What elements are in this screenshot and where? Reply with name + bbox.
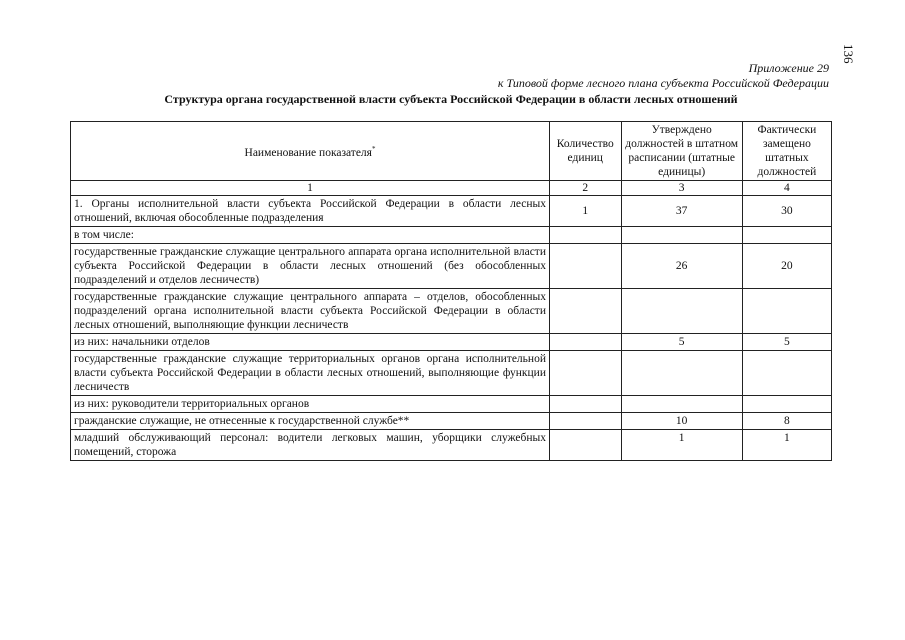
table-row — [71, 430, 832, 461]
column-number: 1 — [71, 181, 550, 196]
row-approved: 5 — [621, 334, 742, 351]
row-count — [549, 351, 621, 396]
row-actual: 5 — [742, 334, 831, 351]
header-name-footnote-mark: * — [371, 145, 376, 154]
row-name: в том числе: — [71, 227, 550, 244]
row-actual: 8 — [742, 413, 831, 430]
header-row — [71, 122, 832, 181]
row-actual — [742, 289, 831, 334]
table-row — [71, 244, 832, 289]
structure-table — [70, 121, 832, 461]
row-count — [549, 396, 621, 413]
row-approved — [621, 396, 742, 413]
row-approved: 37 — [621, 196, 742, 227]
row-name: гражданские служащие, не отнесенные к государственной службе** — [71, 413, 550, 430]
table-row — [71, 289, 832, 334]
row-count — [549, 244, 621, 289]
row-approved — [621, 351, 742, 396]
row-count — [549, 289, 621, 334]
row-approved: 10 — [621, 413, 742, 430]
appendix-subtitle: к Типовой форме лесного плана субъекта Российской Федерации — [497, 76, 829, 90]
row-actual — [742, 351, 831, 396]
table-row — [71, 413, 832, 430]
header-name-label: Наименование показателя — [244, 146, 372, 159]
row-count: 1 — [549, 196, 621, 227]
page-number: 136 — [841, 44, 856, 64]
row-count — [549, 413, 621, 430]
row-count — [549, 227, 621, 244]
appendix-title: Приложение 29 — [748, 61, 829, 75]
row-actual — [742, 227, 831, 244]
row-approved: 26 — [621, 244, 742, 289]
table-row — [71, 351, 832, 396]
document-title: Структура органа государственной власти субъекта Российской Федерации в области лесных отношений — [164, 92, 738, 106]
row-actual: 1 — [742, 430, 831, 461]
table-row — [71, 396, 832, 413]
row-name: государственные гражданские служащие центрального аппарата – отделов, обособленных подразделений органа исполнительной власти субъекта Российской Федерации в области лесных отношений, выполняющие функции лесничеств — [71, 289, 550, 334]
row-approved: 1 — [621, 430, 742, 461]
header-count: Количество единиц — [549, 122, 621, 181]
header-name — [71, 122, 550, 181]
column-number: 4 — [742, 181, 831, 196]
row-actual: 30 — [742, 196, 831, 227]
row-name: из них: руководители территориальных органов — [71, 396, 550, 413]
row-approved — [621, 227, 742, 244]
table-row — [71, 334, 832, 351]
row-name: государственные гражданские служащие территориальных органов органа исполнительной власти субъекта Российской Федерации в области лесных отношений, выполняющие функции лесничеств — [71, 351, 550, 396]
row-name: государственные гражданские служащие центрального аппарата органа исполнительной власти субъекта Российской Федерации в области лесных отношений (без обособленных подразделений и отделов лесничеств) — [71, 244, 550, 289]
row-actual: 20 — [742, 244, 831, 289]
table-row — [71, 196, 832, 227]
row-count — [549, 430, 621, 461]
column-number-row — [71, 181, 832, 196]
row-name: 1. Органы исполнительной власти субъекта Российской Федерации в области лесных отношений, включая обособленные подразделения — [71, 196, 550, 227]
column-number: 2 — [549, 181, 621, 196]
row-name: младший обслуживающий персонал: водители легковых машин, уборщики служебных помещений, сторожа — [71, 430, 550, 461]
row-name: из них: начальники отделов — [71, 334, 550, 351]
row-count — [549, 334, 621, 351]
row-actual — [742, 396, 831, 413]
row-approved — [621, 289, 742, 334]
header-approved: Утверждено должностей в штатном расписании (штатные единицы) — [621, 122, 742, 181]
header-actual: Фактически замещено штатных должностей — [742, 122, 831, 181]
column-number: 3 — [621, 181, 742, 196]
table-row — [71, 227, 832, 244]
